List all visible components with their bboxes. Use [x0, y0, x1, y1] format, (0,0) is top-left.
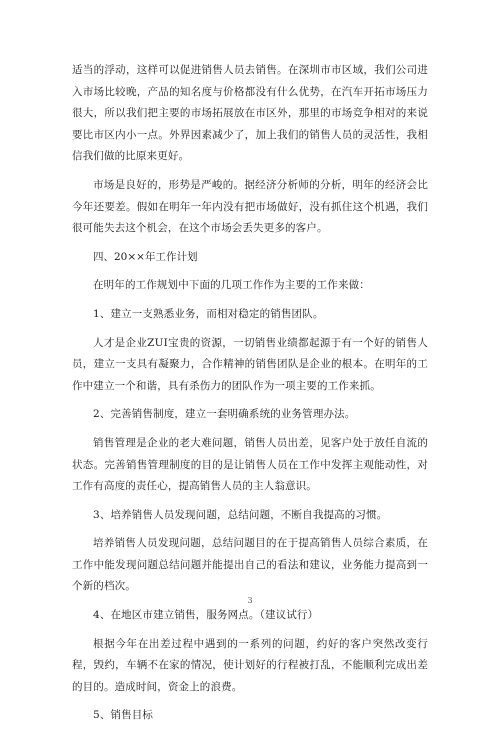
plan-item-2-title: 2、完善销售制度，建立一套明确系统的业务管理办法。	[93, 408, 356, 421]
plan-item-1-title: 1、建立一支熟悉业务，而相对稳定的销售团队。	[93, 307, 324, 320]
plan-item-5-title: 5、销售目标	[93, 709, 154, 722]
paragraph-market-outlook: 市场是良好的，形势是严峻的。据经济分析师的分析，明年的经济会比今年还要差。假如在明年一年内没有把市场做好，没有抓住这个机遇，我们很可能失去这个机会，在这个市场会丢失更多的客户。	[72, 178, 428, 235]
plan-item-1-body: 人才是企业ZUI宝贵的资源，一切销售业绩都起源于有一个好的销售人员，建立一支具有凝聚力，合作精神的销售团队是企业的根本。在明年的工作中建立一个和谐，具有杀伤力的团队作为一项主要的工作来抓。	[72, 336, 428, 392]
plan-item-2-body: 销售管理是企业的老大难问题，销售人员出差，见客户处于放任自流的状态。完善销售管理制度的目的是让销售人员在工作中发挥主观能动性，对工作有高度的责任心，提高销售人员的主人翁意识。	[72, 436, 428, 493]
plan-item-4-body: 根据今年在出差过程中遇到的一系列的问题，约好的客户突然改变行程，毁约，车辆不在家的情况，使计划好的行程被打乱，不能顺利完成出差的目的。造成时间，资金上的浪费。	[72, 637, 428, 693]
page-number: 3	[247, 596, 253, 605]
plan-item-3-title: 3、培养销售人员发现问题，总结问题，不断自我提高的习惯。	[93, 508, 388, 521]
section-heading-work-plan: 四、20××年工作计划	[93, 250, 198, 263]
paragraph-plan-intro: 在明年的工作规划中下面的几项工作作为主要的工作来做：	[93, 279, 370, 292]
plan-item-3-body: 培养销售人员发现问题，总结问题目的在于提高销售人员综合素质，在工作中能发现问题总结问题并能提出自己的看法和建议，业务能力提高到一个新的档次。	[72, 537, 428, 593]
document-body	[72, 60, 428, 734]
paragraph-market-intro: 适当的浮动，这样可以促进销售人员去销售。在深圳市市区域，我们公司进入市场比较晚，产品的知名度与价格都没有什么优势，在汽车开拓市场压力很大，所以我们把主要的市场拓展放在市区外，那里的市场竞争相对的来说要比市区内小一点。外界因素减少了，加上我们的销售人员的灵活性，我相信我们做的比原来更好。	[72, 64, 428, 163]
plan-item-4-title: 4、在地区市建立销售，服务网点。（建议试行）	[93, 609, 319, 622]
